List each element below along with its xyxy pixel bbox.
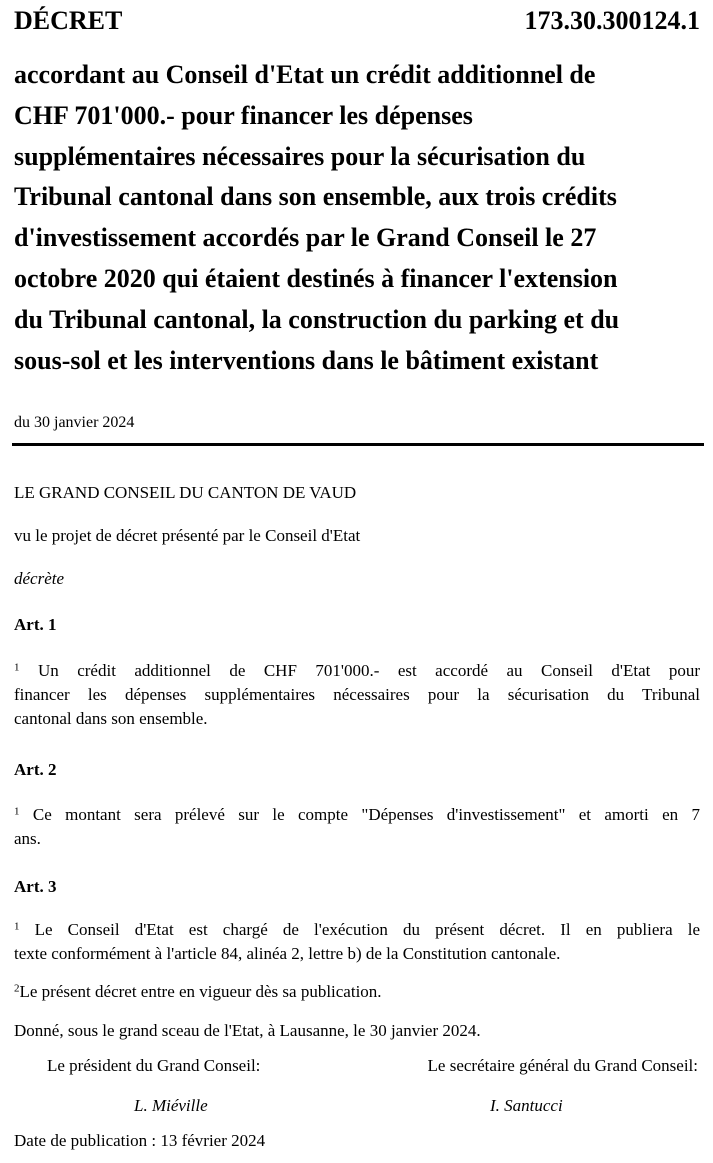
secretary-title: Le secrétaire général du Grand Conseil: bbox=[427, 1056, 698, 1075]
paragraph-number: 1 bbox=[14, 805, 20, 818]
title-line: sous-sol et les interventions dans le bâtiment existant bbox=[14, 345, 599, 375]
horizontal-rule bbox=[12, 443, 704, 446]
considering-line: vu le projet de décret présenté par le Conseil d'Etat bbox=[14, 526, 361, 545]
paragraph-line: Un crédit additionnel de CHF 701'000.- est accordé au Conseil d'Etat pour bbox=[37, 661, 700, 680]
title-line: supplémentaires nécessaires pour la sécurisation du bbox=[14, 141, 586, 171]
article-3-heading: Art. 3 bbox=[14, 877, 57, 896]
article-2-heading: Art. 2 bbox=[14, 760, 57, 779]
title-line: d'investissement accordés par le Grand Conseil le 27 bbox=[14, 223, 597, 253]
decree-reference: 173.30.300124.1 bbox=[524, 6, 700, 35]
title-line: CHF 701'000.- pour financer les dépenses bbox=[14, 100, 473, 130]
title-line: accordant au Conseil d'Etat un crédit additionnel de bbox=[14, 60, 596, 89]
decree-date: du 30 janvier 2024 bbox=[14, 414, 135, 431]
decree-title bbox=[14, 55, 704, 381]
paragraph-line: financer les dépenses supplémentaires nécessaires pour la sécurisation du Tribunal bbox=[14, 685, 700, 704]
paragraph-number: 1 bbox=[14, 661, 20, 674]
authority-line: LE GRAND CONSEIL DU CANTON DE VAUD bbox=[14, 483, 357, 502]
title-line: du Tribunal cantonal, la construction du parking et du bbox=[14, 304, 620, 334]
article-2-paragraph-1 bbox=[14, 803, 700, 851]
title-line: octobre 2020 qui étaient destinés à financer l'extension bbox=[14, 263, 618, 293]
paragraph-number: 2 bbox=[14, 982, 20, 995]
decrees-line: décrète bbox=[14, 569, 65, 588]
secretary-name: I. Santucci bbox=[490, 1096, 563, 1115]
article-3-paragraph-2 bbox=[14, 980, 382, 1004]
president-name: L. Miéville bbox=[134, 1096, 208, 1115]
paragraph-line: Ce montant sera prélevé sur le compte "Dépenses d'investissement" et amorti en 7 bbox=[32, 805, 701, 824]
paragraph-line: cantonal dans son ensemble. bbox=[14, 709, 208, 728]
decree-type: DÉCRET bbox=[14, 6, 123, 35]
paragraph-line: Le Conseil d'Etat est chargé de l'exécution du présent décret. Il en publiera le bbox=[34, 920, 700, 939]
publication-date: Date de publication : 13 février 2024 bbox=[14, 1131, 266, 1150]
paragraph-number: 1 bbox=[14, 920, 20, 933]
paragraph-line: Le présent décret entre en vigueur dès sa publication. bbox=[19, 982, 382, 1001]
article-3-paragraph-1 bbox=[14, 918, 700, 966]
article-1-paragraph-1 bbox=[14, 659, 700, 731]
closing-line: Donné, sous le grand sceau de l'Etat, à Lausanne, le 30 janvier 2024. bbox=[14, 1021, 481, 1040]
paragraph-line: texte conformément à l'article 84, alinéa 2, lettre b) de la Constitution cantonale. bbox=[14, 944, 561, 963]
title-line: Tribunal cantonal dans son ensemble, aux trois crédits bbox=[14, 182, 617, 212]
article-1-heading: Art. 1 bbox=[14, 615, 57, 634]
president-title: Le président du Grand Conseil: bbox=[47, 1056, 261, 1075]
paragraph-line: ans. bbox=[14, 829, 41, 848]
